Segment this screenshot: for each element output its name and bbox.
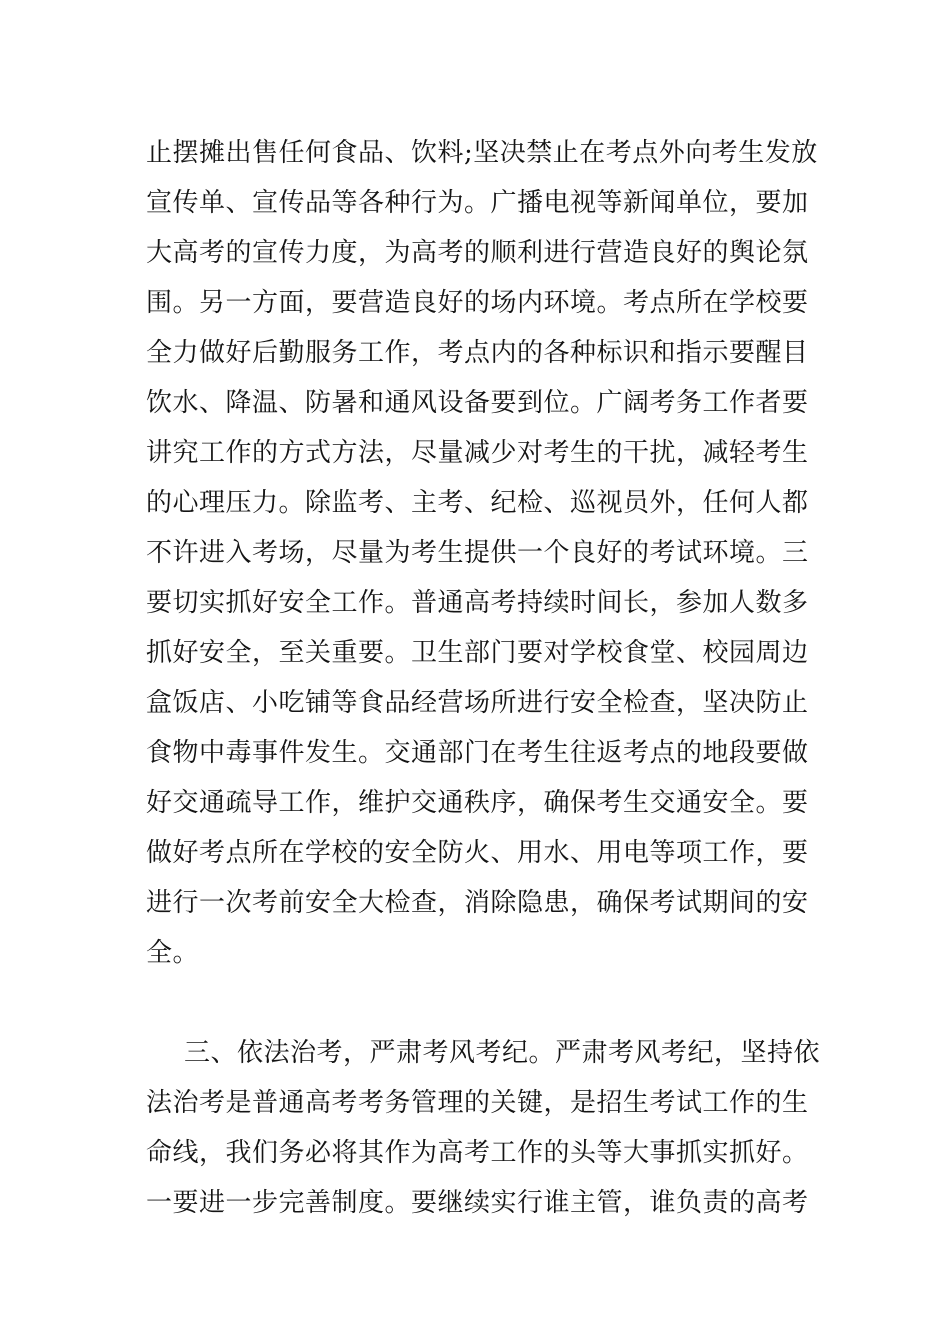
text-line: 食物中毒事件发生。交通部门在考生往返考点的地段要做	[146, 738, 809, 768]
text-line: 抓好安全，至关重要。卫生部门要对学校食堂、校园周边	[146, 638, 809, 668]
text-line: 围。另一方面，要营造良好的场内环境。考点所在学校要	[146, 288, 809, 318]
text-line: 全。	[146, 938, 200, 968]
text-line: 讲究工作的方式方法，尽量减少对考生的干扰，减轻考生	[146, 438, 809, 468]
text-line: 好交通疏导工作，维护交通秩序，确保考生交通安全。要	[146, 788, 809, 818]
text-line: 盒饭店、小吃铺等食品经营场所进行安全检查，坚决防止	[146, 688, 809, 718]
text-line: 大高考的宣传力度，为高考的顺利进行营造良好的舆论氛	[146, 238, 809, 268]
text-line: 三、依法治考，严肃考风考纪。严肃考风考纪，坚持依	[184, 1038, 821, 1068]
text-line: 止摆摊出售任何食品、饮料;坚决禁止在考点外向考生发放	[146, 138, 818, 168]
text-line: 全力做好后勤服务工作，考点内的各种标识和指示要醒目	[146, 338, 809, 368]
text-line: 宣传单、宣传品等各种行为。广播电视等新闻单位，要加	[146, 188, 809, 218]
text-line: 进行一次考前安全大检查，消除隐患，确保考试期间的安	[146, 888, 809, 918]
text-line: 不许进入考场，尽量为考生提供一个良好的考试环境。三	[146, 538, 809, 568]
text-line: 要切实抓好安全工作。普通高考持续时间长，参加人数多	[146, 588, 809, 618]
text-line: 法治考是普通高考考务管理的关键，是招生考试工作的生	[146, 1088, 809, 1118]
text-line: 的心理压力。除监考、主考、纪检、巡视员外，任何人都	[146, 488, 809, 518]
text-line: 饮水、降温、防暑和通风设备要到位。广阔考务工作者要	[146, 388, 809, 418]
text-line: 做好考点所在学校的安全防火、用水、用电等项工作，要	[146, 838, 809, 868]
text-line: 命线，我们务必将其作为高考工作的头等大事抓实抓好。	[146, 1138, 809, 1168]
text-line: 一要进一步完善制度。要继续实行谁主管，谁负责的高考	[146, 1188, 809, 1218]
